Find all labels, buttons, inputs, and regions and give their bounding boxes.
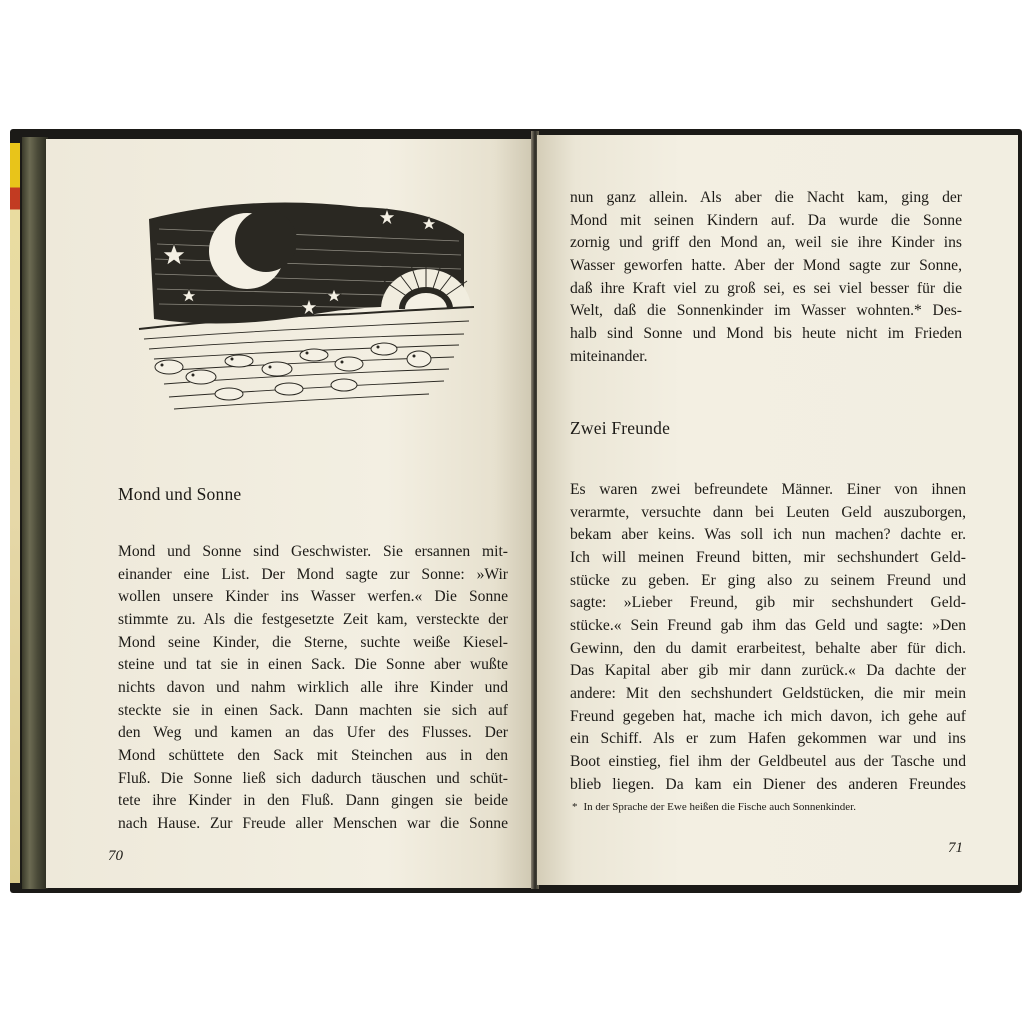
text-line: halb sind Sonne und Mond bis heute nicht im Frieden xyxy=(570,324,962,342)
text-line: blieb liegen. Da kam ein Diener des anderen Freundes xyxy=(570,775,966,793)
text-line: stücke zu geben. Er ging also zu seinem Freund und xyxy=(570,571,966,589)
text-line: stücke.« Sein Freund gab ihm das Geld und sagte: »Den xyxy=(570,616,966,634)
story-text-continuation xyxy=(570,187,962,368)
text-line: Wasser geworfen hatte. Aber der Mond sagte zur Sonne, xyxy=(570,256,962,274)
text-line: einander eine List. Der Mond sagte zur Sonne: »Wir xyxy=(118,565,508,583)
page-number-left: 70 xyxy=(108,848,123,864)
text-line: nichts davon und nahm wirklich alle ihre Kinder und xyxy=(118,678,508,696)
text-line: Welt, daß die Sonnenkinder im Wasser wohnten.* Des- xyxy=(570,302,962,320)
story-text-left xyxy=(118,541,508,836)
text-line: zornig und griff den Mond an, weil sie ihre Kinder ins xyxy=(570,234,962,252)
moon-and-sun-illustration xyxy=(129,189,479,429)
text-line: Mond mit seinen Kindern auf. Da wurde die Sonne xyxy=(570,211,962,229)
text-line: nach Hause. Zur Freude aller Menschen war die Sonne xyxy=(118,814,508,832)
text-line: tete ihre Kinder in den Fluß. Dann gingen sie beide xyxy=(118,792,508,810)
page-number-right: 71 xyxy=(948,840,963,856)
text-line: Ich will meinen Freund bitten, mir sechshundert Geld- xyxy=(570,548,966,566)
left-page xyxy=(46,139,533,888)
text-line: miteinander. xyxy=(570,347,648,365)
text-line: den Weg und kamen an das Ufer des Flusses. Der xyxy=(118,724,508,742)
text-line: ein Schiff. Als er zum Hafen gekommen war und ins xyxy=(570,730,966,748)
page-stack xyxy=(22,137,48,889)
open-book xyxy=(10,129,1022,893)
text-line: Freund gegeben hat, mache ich mich davon, ich gehe auf xyxy=(570,707,966,725)
book-edge xyxy=(10,143,20,883)
text-line: Gewinn, den du damit erarbeitest, behalte aber für dich. xyxy=(570,639,966,657)
text-line: nun ganz allein. Als aber die Nacht kam, ging der xyxy=(570,189,962,206)
text-line: daß ihre Kraft viel zu groß sei, es sei viel besser für die xyxy=(570,279,962,297)
text-line: Mond seine Kinder, die Sterne, suchte weiße Kiesel- xyxy=(118,633,508,651)
right-page xyxy=(537,135,1018,885)
text-line: Es waren zwei befreundete Männer. Einer von ihnen xyxy=(570,481,966,498)
story-title-mond-und-sonne: Mond und Sonne xyxy=(118,484,242,504)
text-line: sagte: »Lieber Freund, gib mir sechshundert Geld- xyxy=(570,594,966,612)
text-line: Mond schüttete den Sack mit Steinchen aus in den xyxy=(118,746,508,764)
text-line: bekam aber keins. Was soll ich nun machen? dachte er. xyxy=(570,526,966,544)
story-text-right xyxy=(570,479,966,796)
text-line: Boot einstieg, fiel ihm der Geldbeutel aus der Tasche und xyxy=(570,752,966,770)
text-line: verarmte, versuchte dann bei Leuten Geld auszuborgen, xyxy=(570,503,966,521)
text-line: Das Kapital aber gib mir dann zurück.« Da dachte der xyxy=(570,662,966,680)
story-title-zwei-freunde: Zwei Freunde xyxy=(570,418,671,438)
footnote-mark: * xyxy=(572,801,578,813)
text-line: Mond und Sonne sind Geschwister. Sie ersannen mit- xyxy=(118,543,508,560)
footnote xyxy=(572,801,856,813)
text-line: wollen unsere Kinder ins Wasser werfen.« Die Sonne xyxy=(118,588,508,606)
text-line: andere: Mit den sechshundert Geldstücken, die mir mein xyxy=(570,684,966,702)
text-line: steine und tat sie in einen Sack. Die Sonne aber wußte xyxy=(118,656,508,674)
text-line: steckte sie in einen Sack. Dann machten sie sich auf xyxy=(118,701,508,719)
text-line: Fluß. Die Sonne ließ sich dadurch täuschen und schüt- xyxy=(118,769,508,787)
text-line: stimmte zu. Als die festgesetzte Zeit kam, versteckte der xyxy=(118,610,508,628)
footnote-text: In der Sprache der Ewe heißen die Fische auch Sonnenkinder. xyxy=(583,801,856,813)
